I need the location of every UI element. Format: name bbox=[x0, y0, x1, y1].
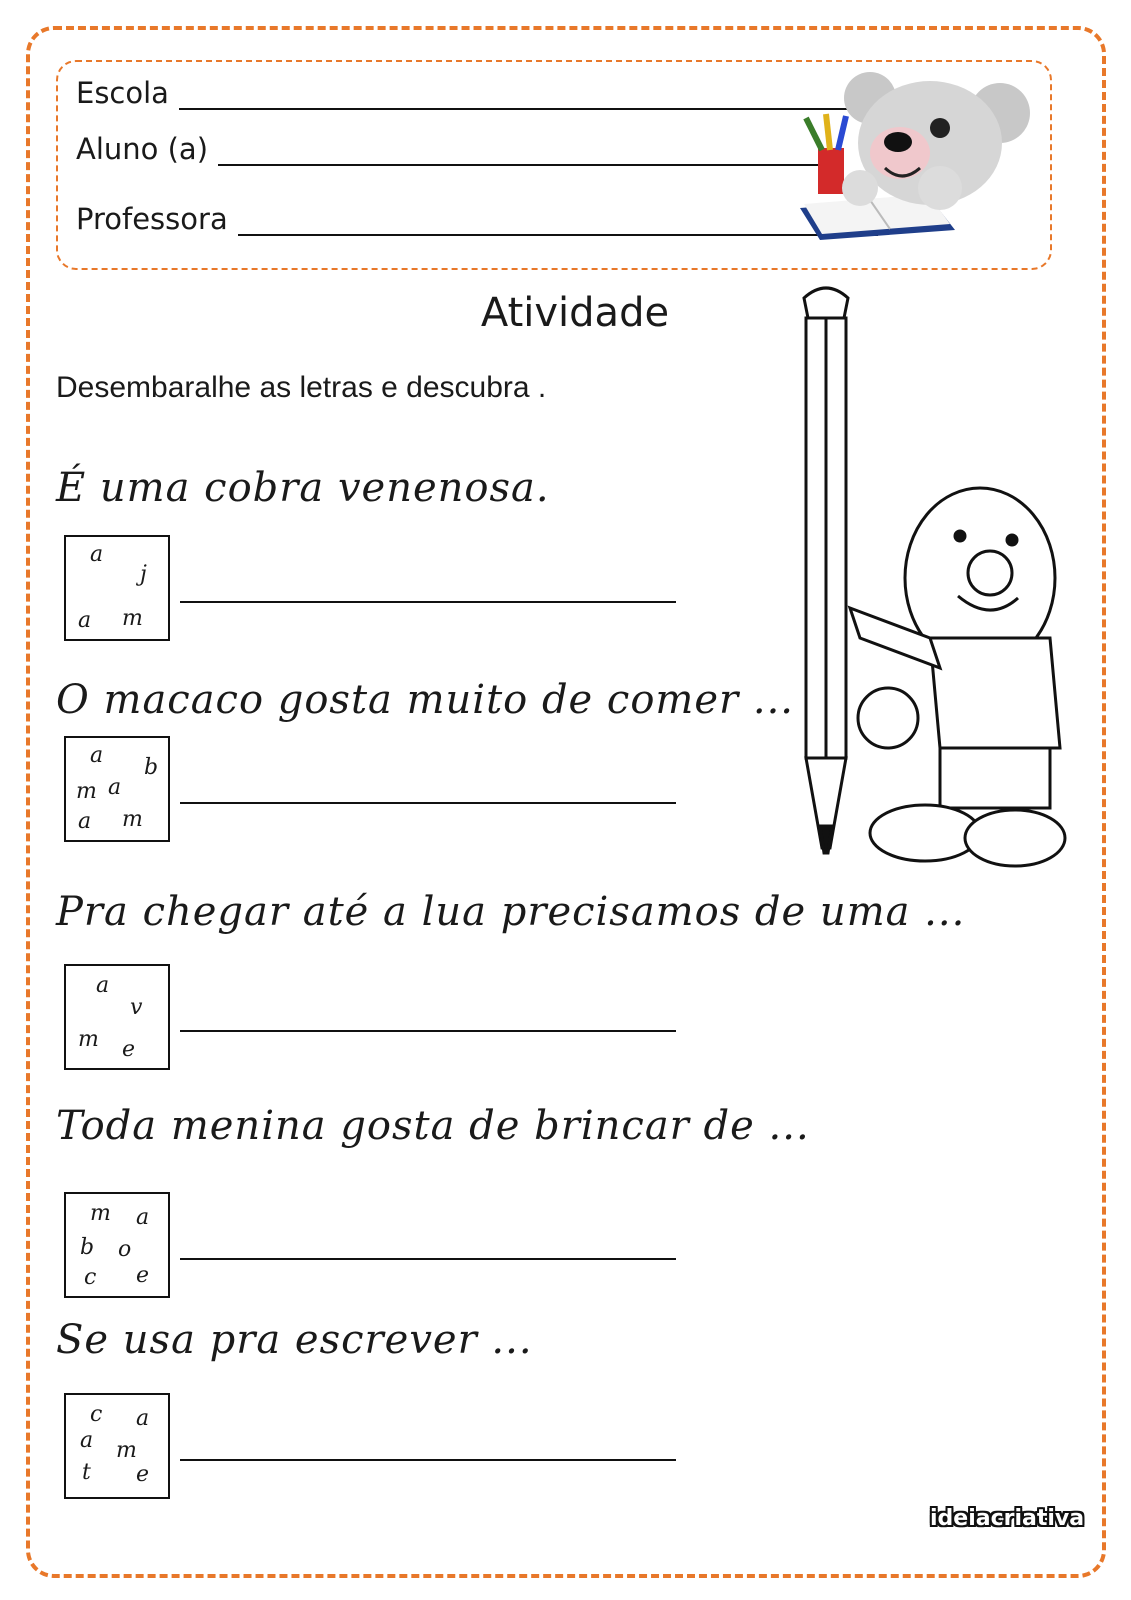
teacher-line[interactable] bbox=[238, 206, 878, 236]
boy-icon bbox=[850, 488, 1065, 866]
instruction-text: Desembaralhe as letras e descubra . bbox=[56, 371, 547, 404]
scrambled-letter: m bbox=[76, 779, 97, 804]
answer-line-3[interactable] bbox=[180, 1030, 676, 1032]
scrambled-letter: v bbox=[130, 995, 143, 1020]
scrambled-letter: c bbox=[90, 1402, 103, 1427]
scrambled-letter: a bbox=[96, 973, 110, 998]
scrambled-letter: j bbox=[140, 562, 147, 587]
clue-5: Se usa pra escrever ... bbox=[56, 1317, 533, 1363]
scrambled-letter: m bbox=[116, 1438, 137, 1463]
watermark-logo: ideiacriativa bbox=[930, 1506, 1085, 1531]
scrambled-letter: a bbox=[136, 1205, 150, 1230]
pencils-icon bbox=[806, 114, 846, 194]
scrambled-letter: a bbox=[78, 608, 92, 633]
bear-icon bbox=[842, 72, 1030, 210]
letter-box-1 bbox=[64, 535, 170, 641]
clue-1: É uma cobra venenosa. bbox=[56, 465, 550, 511]
answer-line-1[interactable] bbox=[180, 601, 676, 603]
page-title: Atividade bbox=[480, 290, 670, 336]
scrambled-letter: e bbox=[136, 1462, 150, 1487]
teacher-field[interactable] bbox=[76, 202, 878, 236]
scrambled-letter: a bbox=[78, 809, 92, 834]
scrambled-letter: e bbox=[122, 1037, 136, 1062]
boy-with-pencil-illustration bbox=[790, 278, 1090, 878]
scrambled-letter: m bbox=[90, 1201, 111, 1226]
bear-illustration bbox=[790, 58, 1090, 258]
student-label: Aluno (a) bbox=[76, 132, 209, 166]
answer-line-5[interactable] bbox=[180, 1459, 676, 1461]
scrambled-letter: a bbox=[136, 1406, 150, 1431]
clue-3: Pra chegar até a lua precisamos de uma ... bbox=[56, 889, 966, 935]
clue-2: O macaco gosta muito de comer ... bbox=[56, 677, 794, 723]
student-field[interactable] bbox=[76, 132, 818, 166]
answer-line-4[interactable] bbox=[180, 1258, 676, 1260]
scrambled-letter: o bbox=[118, 1237, 132, 1262]
scrambled-letter: a bbox=[90, 743, 104, 768]
clue-4: Toda menina gosta de brincar de ... bbox=[56, 1103, 810, 1149]
scrambled-letter: m bbox=[122, 807, 143, 832]
scrambled-letter: c bbox=[84, 1265, 97, 1290]
letter-box-4 bbox=[64, 1192, 170, 1298]
scrambled-letter: b bbox=[80, 1235, 95, 1260]
letter-box-3 bbox=[64, 964, 170, 1070]
student-line[interactable] bbox=[218, 136, 818, 166]
scrambled-letter: b bbox=[144, 755, 159, 780]
letter-box-5 bbox=[64, 1393, 170, 1499]
answer-line-2[interactable] bbox=[180, 802, 676, 804]
school-field[interactable] bbox=[76, 76, 879, 110]
letter-box-2 bbox=[64, 736, 170, 842]
scrambled-letter: t bbox=[82, 1460, 91, 1485]
scrambled-letter: a bbox=[80, 1428, 94, 1453]
school-line[interactable] bbox=[179, 80, 879, 110]
scrambled-letter: e bbox=[136, 1263, 150, 1288]
pencil-icon bbox=[804, 288, 848, 853]
scrambled-letter: a bbox=[90, 542, 104, 567]
scrambled-letter: a bbox=[108, 775, 122, 800]
scrambled-letter: m bbox=[78, 1027, 99, 1052]
teacher-label: Professora bbox=[76, 202, 228, 236]
scrambled-letter: m bbox=[122, 606, 143, 631]
school-label: Escola bbox=[76, 76, 169, 110]
